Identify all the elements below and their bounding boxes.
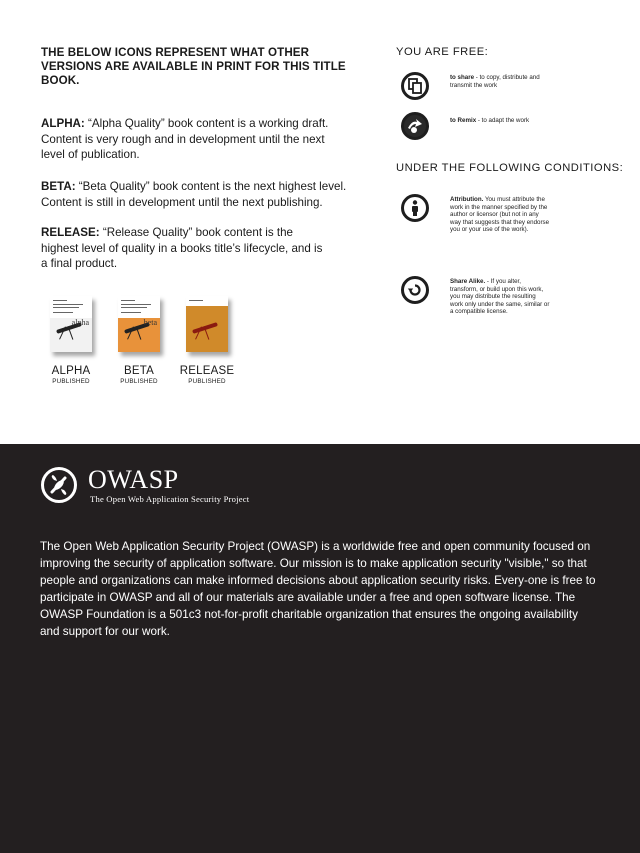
attribution-text: [450, 196, 550, 234]
attribution-bold: Attribution.: [450, 196, 484, 203]
beta-label: BETA:: [41, 180, 76, 193]
edition-alpha: [41, 296, 101, 386]
release-label: RELEASE:: [41, 226, 100, 239]
edition-status: PUBLISHED: [188, 378, 226, 385]
beta-book-cover: [118, 296, 160, 352]
remix-bold: to Remix: [450, 117, 477, 124]
owasp-wasp-icon: [40, 466, 78, 504]
share-bold: to share: [450, 74, 475, 81]
owasp-logo: [40, 462, 300, 508]
share-icon: [401, 72, 429, 100]
owasp-about-text: The Open Web Application Security Project (OWASP) is a worldwide free and open community focused on improving the security of application software. Our mission is to make application security "visible," so that people and organizations can make informed decisions about application security risks. Every-one is free to participate in OWASP and all of our materials are available under a free and open software license. The OWASP Foundation is a 501c3 not-for-profit charitable organization that ensures the ongoing availability and support for our work.: [40, 540, 596, 639]
share-alike-desc: - If you alter, transform, or build upon this work, you may distribute the resulting work only under the same, similar or a compatible license.: [450, 278, 550, 315]
alpha-description: [41, 116, 341, 163]
beta-description: [41, 179, 361, 210]
release-book-cover: [186, 296, 228, 352]
alpha-text: “Alpha Quality” book content is a working draft. Content is very rough and in development until the next level of publication.: [41, 117, 329, 161]
remix-text: [450, 117, 560, 125]
intro-heading: THE BELOW ICONS REPRESENT WHAT OTHER VERSIONS ARE AVAILABLE IN PRINT FOR THIS TITLE BOOK.: [41, 46, 346, 87]
release-description: [41, 225, 331, 272]
license-column: [396, 46, 631, 315]
share-alike-icon: [401, 276, 429, 304]
beta-text: “Beta Quality” book content is the next highest level. Content is still in development until the next publishing.: [41, 180, 347, 209]
edition-status: PUBLISHED: [120, 378, 158, 385]
alpha-label: ALPHA:: [41, 117, 85, 130]
attribution-desc: You must attribute the work in the manner specified by the author or licensor (but not in any way that suggests that they endorse you or your use of the work).: [450, 196, 550, 233]
edition-beta: [109, 296, 169, 386]
edition-name: RELEASE: [179, 365, 235, 377]
release-text: “Release Quality” book content is the highest level of quality in a books title’s lifecycle, and is a final product.: [41, 226, 323, 270]
free-heading: YOU ARE FREE:: [396, 46, 489, 58]
edition-name: ALPHA: [51, 365, 91, 377]
remix-icon: [401, 112, 429, 140]
conditions-heading: UNDER THE FOLLOWING CONDITIONS:: [396, 162, 624, 174]
owasp-name: OWASP: [88, 465, 179, 494]
edition-release: [177, 296, 237, 386]
owasp-tagline: The Open Web Application Security Project: [90, 494, 250, 504]
remix-desc: - to adapt the work: [476, 117, 530, 124]
alpha-cover-word: alpha: [71, 318, 89, 327]
share-alike-text: [450, 278, 550, 316]
edition-covers: [49, 296, 249, 396]
quality-info-column: [41, 46, 361, 270]
beta-cover-word: beta: [143, 318, 157, 327]
share-alike-bold: Share Alike.: [450, 278, 486, 285]
attribution-icon: [401, 194, 429, 222]
alpha-book-cover: [50, 296, 92, 352]
edition-name: BETA: [124, 365, 154, 377]
edition-status: PUBLISHED: [52, 378, 90, 385]
owasp-footer: [0, 444, 640, 853]
share-text: [450, 74, 550, 89]
share-desc: - to copy, distribute and transmit the work: [450, 74, 540, 89]
